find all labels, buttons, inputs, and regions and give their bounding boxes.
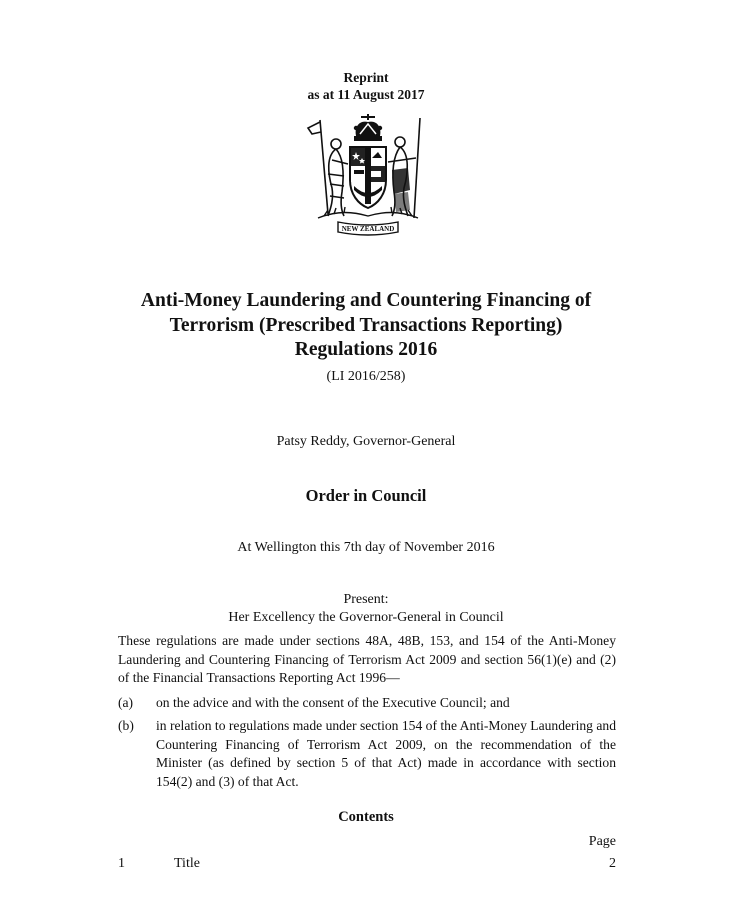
- governor-general-line: Patsy Reddy, Governor-General: [276, 434, 456, 449]
- present-block: [0, 591, 732, 627]
- crest-motto: NEW ZEALAND: [341, 225, 395, 233]
- contents-page-label: Page: [588, 834, 616, 849]
- toc-entry-title[interactable]: Title: [174, 856, 200, 871]
- present-who: Her Excellency the Governor-General in Council: [228, 610, 504, 625]
- item-label: (a): [118, 695, 134, 710]
- contents-heading: Contents: [338, 809, 394, 825]
- item-text: on the advice and with the consent of the Executive Council; and: [156, 695, 510, 710]
- enacting-paragraph: These regulations are made under sections 48A, 48B, 153, and 154 of the Anti-Money Laundering and Countering Financing of Terrorism Act 2009 and section 56(1)(e) and (2) of the Financial Transactions Reporting Act 1996—: [118, 633, 616, 685]
- reprint-header: [0, 69, 732, 103]
- toc-entry-number: 1: [118, 856, 125, 871]
- title-line-1: Anti-Money Laundering and Countering Financing of: [140, 290, 592, 311]
- item-text: in relation to regulations made under section 154 of the Anti-Money Laundering and Countering Financing of Terrorism Act 2009, on the recommendation of the Minister (as defined by section 5 of that Act) made in accordance with section 154(2) and (3) of that Act.: [156, 718, 616, 789]
- order-in-council-heading: Order in Council: [305, 486, 427, 505]
- document-title: [0, 289, 732, 363]
- title-line-2: Terrorism (Prescribed Transactions Reporting): [169, 314, 563, 336]
- title-line-3: Regulations 2016: [294, 339, 438, 360]
- present-label: Present:: [343, 592, 389, 607]
- reprint-label: Reprint: [343, 70, 389, 85]
- place-date-line: At Wellington this 7th day of November 2016: [237, 540, 495, 555]
- item-label: (b): [118, 718, 134, 733]
- instrument-number: (LI 2016/258): [326, 369, 406, 384]
- reprint-date: as at 11 August 2017: [307, 87, 425, 102]
- coat-of-arms-icon: [298, 114, 438, 238]
- toc-entry-page: 2: [609, 856, 616, 871]
